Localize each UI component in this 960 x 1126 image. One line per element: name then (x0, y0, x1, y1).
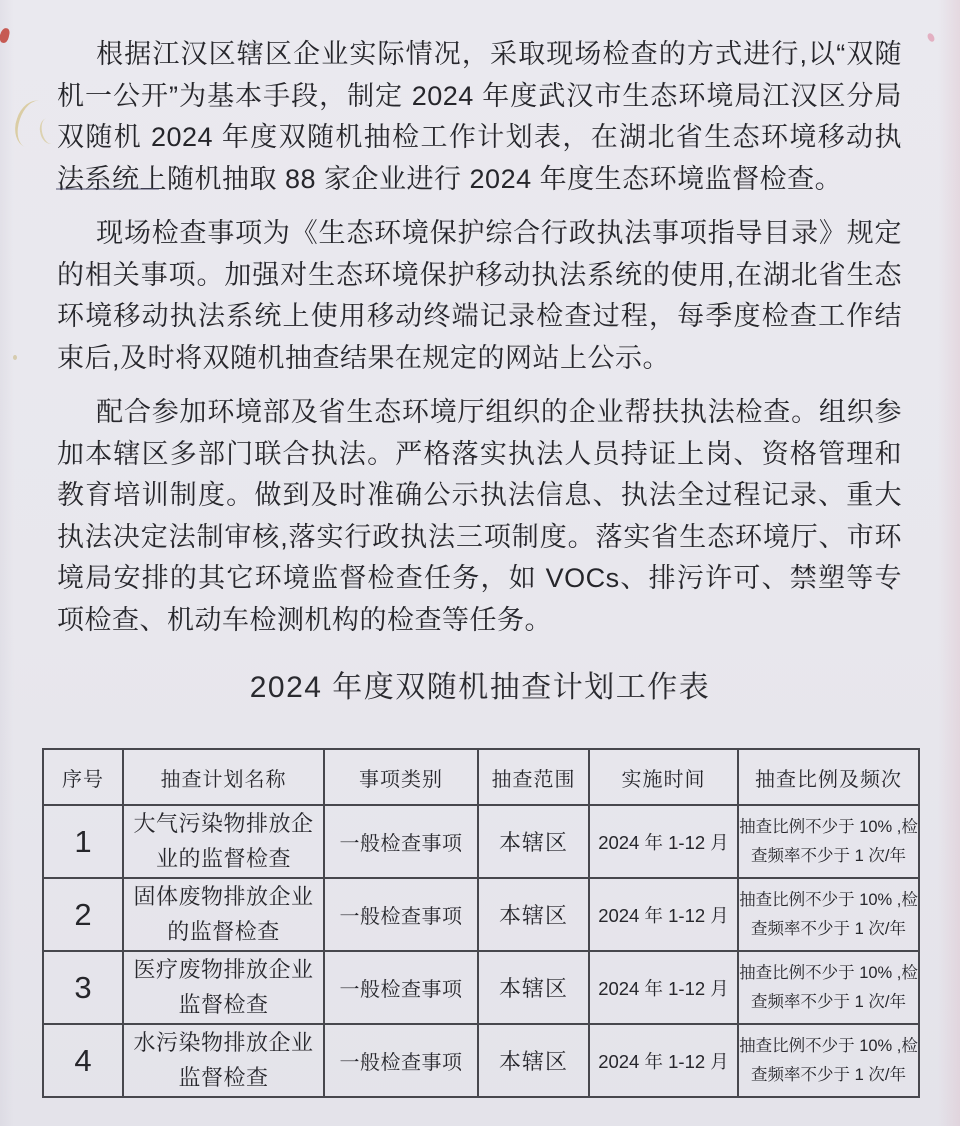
cell-category: 一般检查事项 (324, 878, 478, 951)
table-header-row (43, 749, 919, 805)
cell-time: 2024 年 1-12 月 (589, 951, 738, 1024)
cell-category: 一般检查事项 (324, 1024, 478, 1097)
cell-frequency: 抽查比例不少于 10% ,检查频率不少于 1 次/年 (738, 878, 919, 951)
col-header-time: 实施时间 (589, 749, 738, 805)
table-title: 2024 年度双随机抽查计划工作表 (249, 671, 711, 704)
cell-frequency: 抽查比例不少于 10% ,检查频率不少于 1 次/年 (738, 951, 919, 1024)
cell-plan-name: 大气污染物排放企业的监督检查 (123, 805, 324, 878)
cell-seq: 1 (43, 805, 123, 878)
body-paragraph-1: 根据江汉区辖区企业实际情况，采取现场检查的方式进行,以“双随机一公开”为基本手段，制定 2024 年度武汉市生态环境局江汉区分局双随机 2024 年度双随机抽检工作计划表，在湖北省生态环境移动执法系统上随机抽取 88 家企业进行 2024 年度生态环境监督检查。 (57, 39, 902, 194)
col-header-scope: 抽查范围 (478, 749, 589, 805)
col-header-frequency: 抽查比例及频次 (738, 749, 919, 805)
cell-scope: 本辖区 (478, 951, 589, 1024)
pink-speck-top-right (926, 32, 936, 43)
yellow-smudge-left-margin (9, 96, 55, 152)
cell-plan-name: 水污染物排放企业监督检查 (123, 1024, 324, 1097)
cell-seq: 4 (43, 1024, 123, 1097)
cell-category: 一般检查事项 (324, 805, 478, 878)
table-row-2 (43, 878, 919, 951)
cell-scope: 本辖区 (478, 1024, 589, 1097)
cell-frequency: 抽查比例不少于 10% ,检查频率不少于 1 次/年 (738, 805, 919, 878)
col-header-category: 事项类别 (324, 749, 478, 805)
cell-time: 2024 年 1-12 月 (589, 878, 738, 951)
cell-frequency: 抽查比例不少于 10% ,检查频率不少于 1 次/年 (738, 1024, 919, 1097)
table-row-1 (43, 805, 919, 878)
cell-seq: 3 (43, 951, 123, 1024)
cell-scope: 本辖区 (478, 878, 589, 951)
cell-seq: 2 (43, 878, 123, 951)
cell-category: 一般检查事项 (324, 951, 478, 1024)
body-paragraph-3: 配合参加环境部及省生态环境厅组织的企业帮扶执法检查。组织参加本辖区多部门联合执法。严格落实执法人员持证上岗、资格管理和教育培训制度。做到及时准确公示执法信息、执法全过程记录、重大执法决定法制审核,落实行政执法三项制度。落实省生态环境厅、市环境局安排的其它环境监督检查任务，如 VOCs、排污许可、禁塑等专项检查、机动车检测机构的检查等任务。 (57, 397, 902, 635)
yellow-speck-left-margin (13, 355, 17, 360)
cell-plan-name: 固体废物排放企业的监督检查 (123, 878, 324, 951)
col-header-seq: 序号 (43, 749, 123, 805)
table-row-3 (43, 951, 919, 1024)
document-body (57, 34, 902, 654)
cell-time: 2024 年 1-12 月 (589, 1024, 738, 1097)
red-ink-mark-top-left (0, 27, 10, 44)
table-row-4 (43, 1024, 919, 1097)
body-paragraph-2: 现场检查事项为《生态环境保护综合行政执法事项指导目录》规定的相关事项。加强对生态环境保护移动执法系统的使用,在湖北省生态环境移动执法系统上使用移动终端记录检查过程，每季度检查工作结束后,及时将双随机抽查结果在规定的网站上公示。 (57, 218, 902, 373)
inspection-plan-table (42, 748, 920, 1098)
cell-plan-name: 医疗废物排放企业监督检查 (123, 951, 324, 1024)
cell-time: 2024 年 1-12 月 (589, 805, 738, 878)
cell-scope: 本辖区 (478, 805, 589, 878)
col-header-plan-name: 抽查计划名称 (123, 749, 324, 805)
